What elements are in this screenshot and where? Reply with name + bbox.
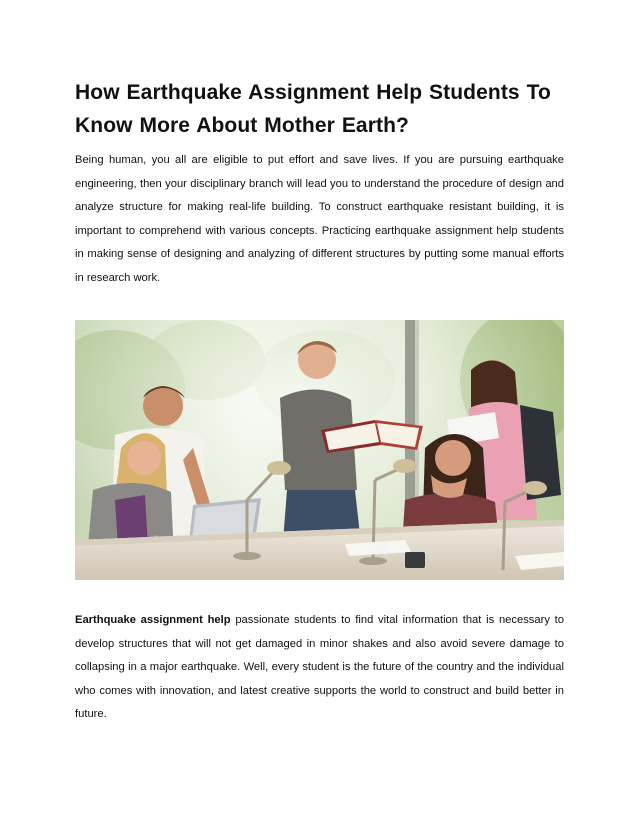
bold-lead-text: Earthquake assignment help (75, 614, 231, 626)
intro-paragraph: Being human, you all are eligible to put effort and save lives. If you are pursuing earthquake engineering, then your disciplinary branch will lead you to understand the procedure of design and analyze structure for making real-life building. To construct earthquake resistant building, it is important to comprehend with various concepts. Practicing earthquake assignment help students in making sense of designing and analyzing of different structures by putting some manual efforts in research work. (75, 154, 564, 284)
students-studying-photo (75, 320, 564, 580)
document-body (75, 76, 564, 720)
document-title: How Earthquake Assignment Help Students To Know More About Mother Earth? (75, 81, 551, 137)
closing-paragraph (75, 609, 564, 727)
closing-paragraph-text: passionate students to find vital information that is necessary to develop structures that will not get damaged in minor shakes and also avoid severe damage to collapsing in a major earthquake. Well, every student is the future of the country and the individual who comes with innovation, and latest creative supports the world to construct and build better in future. (75, 614, 564, 720)
